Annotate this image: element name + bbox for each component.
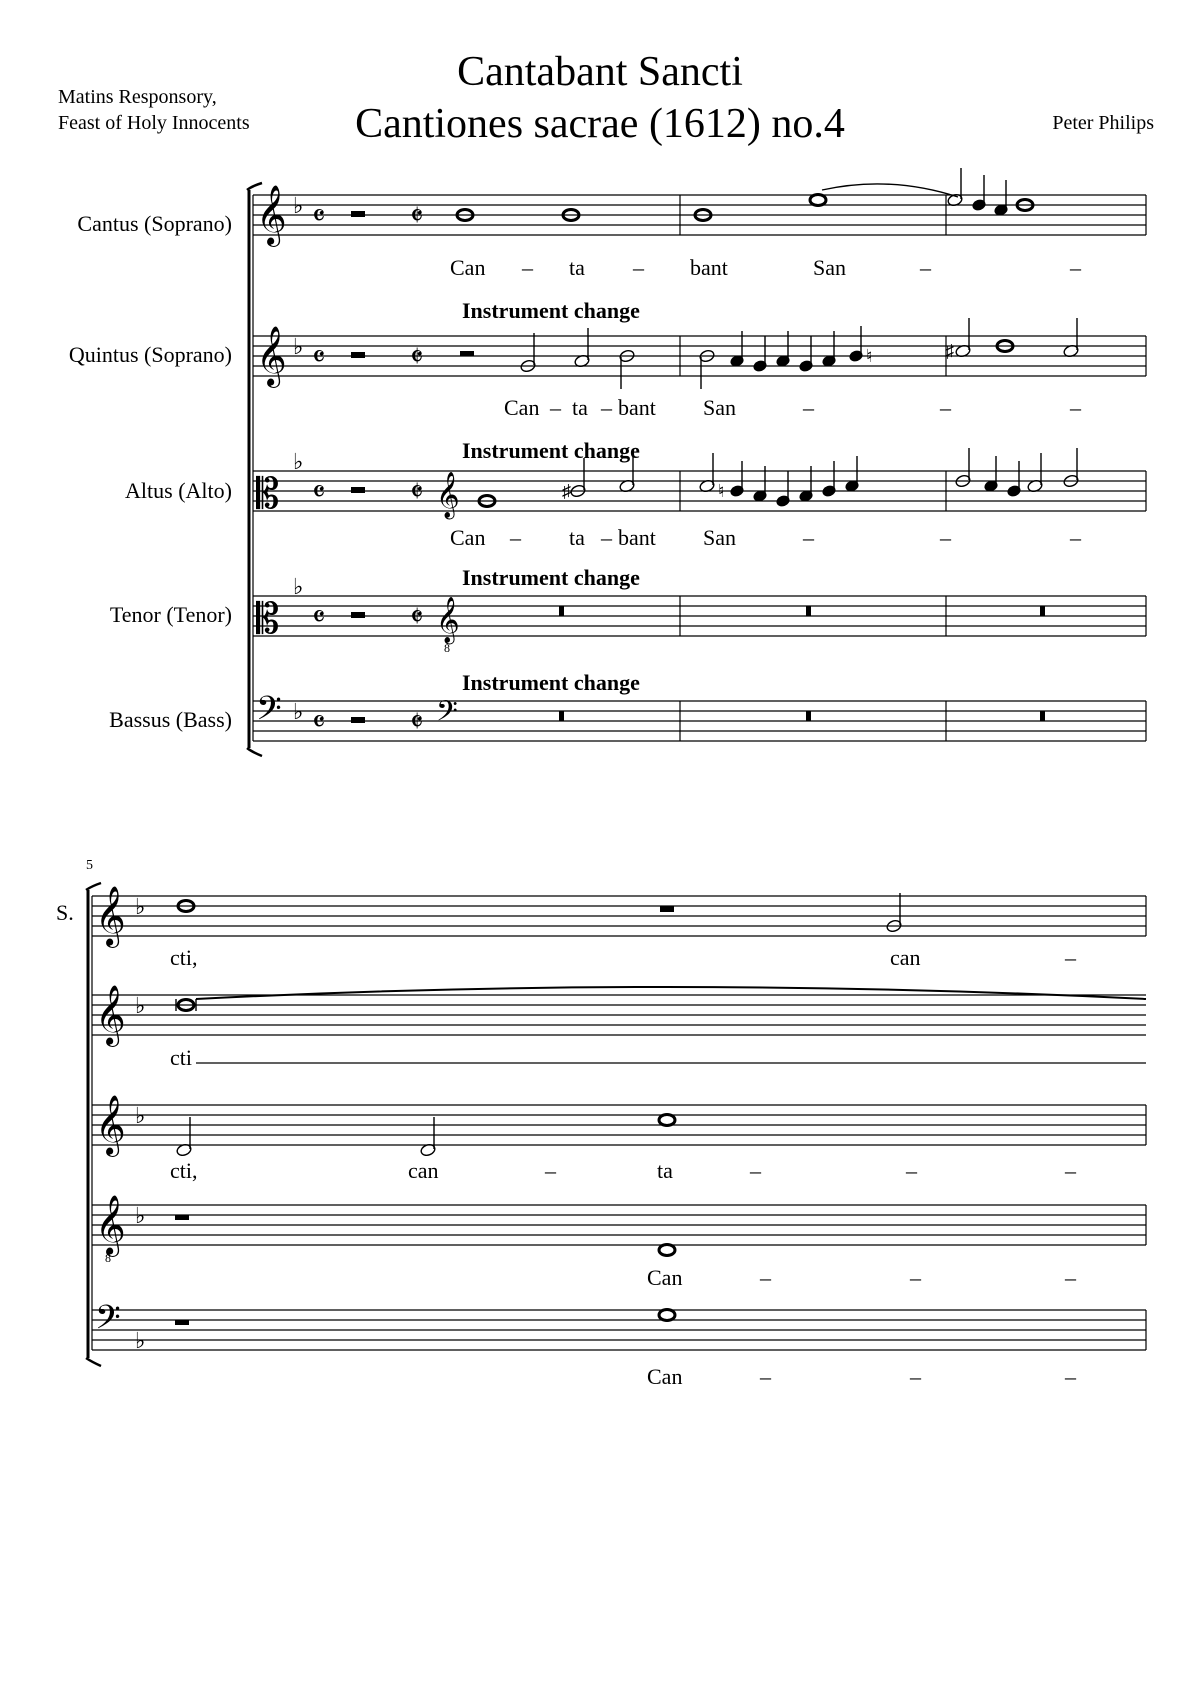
- title-line-2: Cantiones sacrae (1612) no.4: [355, 101, 845, 147]
- lyric: –: [1065, 1158, 1076, 1183]
- common-time-icon: 𝄴: [312, 200, 326, 233]
- instrument-change-quintus: Instrument change: [462, 298, 640, 323]
- lyric: –: [633, 255, 644, 280]
- system1-bracket-bottom: [247, 748, 262, 756]
- lyric: –: [601, 395, 612, 420]
- sharp-icon: ♯: [562, 481, 571, 501]
- lyric: cti,: [170, 945, 198, 970]
- lyric: Can: [504, 395, 540, 420]
- lyric: Can: [647, 1265, 683, 1290]
- lyric: –: [1065, 945, 1076, 970]
- staff-tenor: [253, 596, 1146, 636]
- staff2-quintus: [92, 995, 1146, 1035]
- system2-measure-number: 5: [86, 858, 93, 873]
- lyric: –: [545, 1158, 556, 1183]
- lyric: –: [940, 525, 951, 550]
- subtitle-line-2: Feast of Holy Innocents: [58, 112, 250, 134]
- staff2-bassus: [92, 1310, 1146, 1350]
- staff-label-cantus: Cantus (Soprano): [77, 211, 232, 236]
- lyric: San: [703, 395, 736, 420]
- composer: Peter Philips: [1052, 112, 1154, 134]
- lyric: –: [510, 525, 521, 550]
- flat-icon: ♭: [135, 993, 146, 1018]
- staff-cantus: [253, 195, 1146, 235]
- lyric: –: [906, 1158, 917, 1183]
- lyric: bant: [618, 525, 656, 550]
- natural-icon: ♮: [718, 481, 725, 501]
- lyric: –: [1070, 255, 1081, 280]
- lyric: San: [703, 525, 736, 550]
- cut-time-icon: 𝄵: [410, 476, 424, 509]
- bass-clef-change-icon: 𝄢: [436, 697, 458, 734]
- treble-clef-icon: 𝄞: [95, 1197, 126, 1254]
- treble-clef-icon: 𝄞: [256, 328, 287, 385]
- tenor-octave-mark: 8: [105, 1251, 111, 1265]
- lyric: bant: [690, 255, 728, 280]
- lyric: –: [1070, 395, 1081, 420]
- cut-time-icon: 𝄵: [410, 706, 424, 739]
- lyric: –: [760, 1364, 771, 1389]
- instrument-change-tenor: Instrument change: [462, 565, 640, 590]
- staff-bassus: [253, 701, 1146, 741]
- lyric: –: [1065, 1265, 1076, 1290]
- lyric: –: [803, 525, 814, 550]
- system1-bracket: [249, 190, 253, 748]
- cut-time-icon: 𝄵: [410, 601, 424, 634]
- lyric: –: [1065, 1364, 1076, 1389]
- flat-icon: ♭: [135, 1103, 146, 1128]
- subtitle-line-1: Matins Responsory,: [58, 86, 217, 108]
- treble-clef-icon: 𝄞: [256, 187, 287, 244]
- lyric: cti: [170, 1045, 192, 1070]
- flat-icon: ♭: [293, 193, 304, 218]
- lyric: can: [408, 1158, 439, 1183]
- instrument-change-bassus: Instrument change: [462, 670, 640, 695]
- alto-clef-icon: 𝄡: [256, 597, 280, 643]
- cut-time-icon: 𝄵: [410, 200, 424, 233]
- lyric: –: [760, 1265, 771, 1290]
- common-time-icon: 𝄴: [312, 476, 326, 509]
- treble-clef-icon: 𝄞: [95, 1097, 126, 1154]
- bass-clef-icon: 𝄢: [95, 1299, 121, 1344]
- system2-staff-abbrev: S.: [56, 900, 74, 925]
- lyric: bant: [618, 395, 656, 420]
- staff-label-quintus: Quintus (Soprano): [68, 342, 232, 367]
- lyric: ta: [569, 525, 585, 550]
- treble-clef-change-icon: 𝄞: [436, 597, 460, 642]
- lyric: Can: [647, 1364, 683, 1389]
- common-time-icon: 𝄴: [312, 601, 326, 634]
- lyric: –: [940, 395, 951, 420]
- lyric: ta: [572, 395, 588, 420]
- staff-label-bassus: Bassus (Bass): [109, 707, 232, 732]
- flat-icon: ♭: [293, 574, 304, 599]
- lyric: –: [920, 255, 931, 280]
- title-line-1: Cantabant Sancti: [457, 49, 743, 95]
- lyric: –: [910, 1265, 921, 1290]
- flat-icon: ♭: [293, 334, 304, 359]
- flat-icon: ♭: [293, 449, 304, 474]
- sharp-icon: ♯: [945, 341, 954, 361]
- common-time-icon: 𝄴: [312, 341, 326, 374]
- tenor-octave-mark: 8: [444, 641, 450, 655]
- lyric: Can: [450, 525, 486, 550]
- lyric: cti,: [170, 1158, 198, 1183]
- cut-time-icon: 𝄵: [410, 341, 424, 374]
- lyric: ta: [569, 255, 585, 280]
- common-time-icon: 𝄴: [312, 706, 326, 739]
- lyric: –: [803, 395, 814, 420]
- staff-label-tenor: Tenor (Tenor): [109, 602, 232, 627]
- lyric: can: [890, 945, 921, 970]
- flat-icon: ♭: [293, 699, 304, 724]
- lyric: –: [750, 1158, 761, 1183]
- system2-bracket-bottom: [86, 1358, 101, 1366]
- alto-clef-icon: 𝄡: [256, 472, 280, 518]
- treble-clef-icon: 𝄞: [95, 888, 126, 945]
- lyric: Can: [450, 255, 486, 280]
- lyric: –: [550, 395, 561, 420]
- treble-clef-change-icon: 𝄞: [436, 472, 460, 517]
- flat-icon: ♭: [135, 1328, 146, 1353]
- lyric: –: [1070, 525, 1081, 550]
- bass-clef-icon: 𝄢: [256, 690, 282, 735]
- lyric: –: [601, 525, 612, 550]
- instrument-change-altus: Instrument change: [462, 438, 640, 463]
- staff2-tenor: [92, 1205, 1146, 1245]
- staff2-altus: [92, 1105, 1146, 1145]
- flat-icon: ♭: [135, 1203, 146, 1228]
- lyric: San: [813, 255, 846, 280]
- lyric: –: [910, 1364, 921, 1389]
- flat-icon: ♭: [135, 894, 146, 919]
- staff-label-altus: Altus (Alto): [125, 478, 232, 503]
- natural-icon: ♮: [866, 346, 873, 366]
- lyric: –: [522, 255, 533, 280]
- lyric: ta: [657, 1158, 673, 1183]
- staff2-cantus: [92, 896, 1146, 936]
- treble-clef-icon: 𝄞: [95, 987, 126, 1044]
